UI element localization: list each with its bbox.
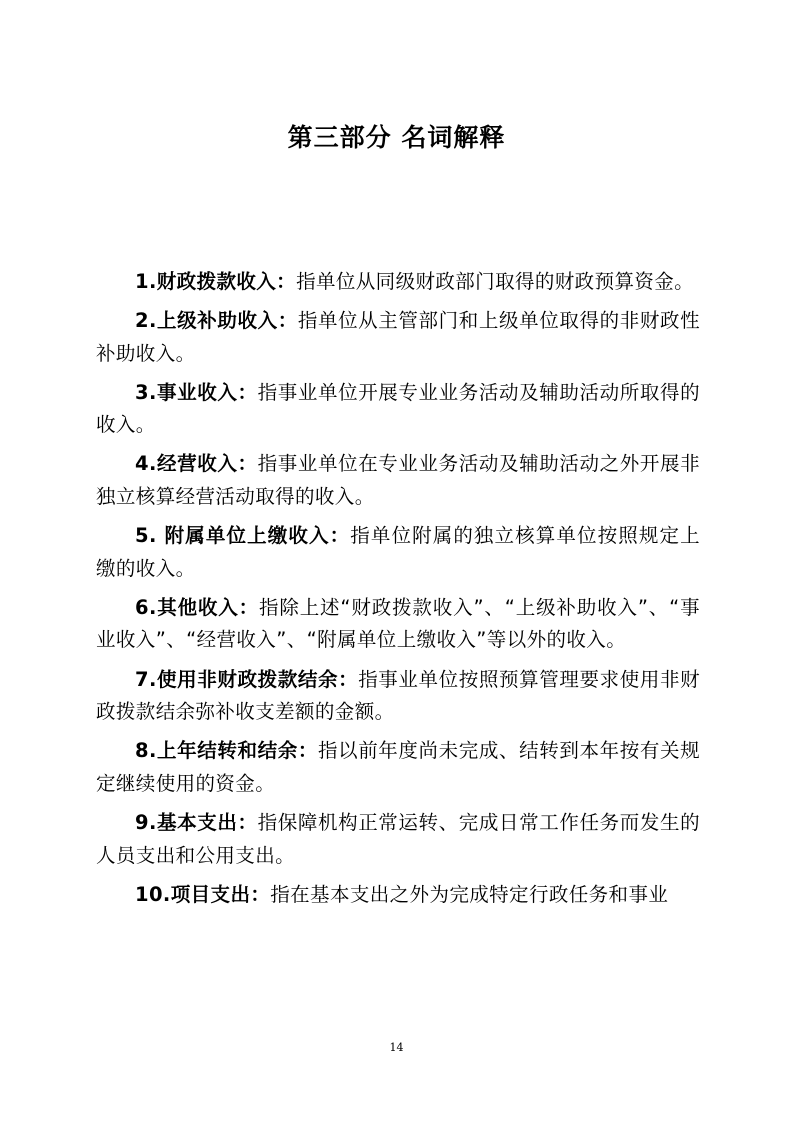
term-label: 10.项目支出： <box>135 882 271 906</box>
term-definition: 指单位附属的独立核算单位按照规定上缴的收入。 <box>96 524 700 580</box>
term-definition: 指保障机构正常运转、完成日常工作任务而发生的人员支出和公用支出。 <box>96 810 700 867</box>
term-item <box>96 879 700 912</box>
term-label: 9.基本支出： <box>135 810 258 834</box>
term-definition: 指单位从主管部门和上级单位取得的非财政性补助收入。 <box>96 309 700 365</box>
term-label: 5. 附属单位上缴收入： <box>135 524 351 548</box>
term-item <box>96 448 700 513</box>
term-label: 1.财政拨款收入： <box>135 270 297 293</box>
term-label: 3.事业收入： <box>135 380 258 404</box>
term-definition: 指在基本支出之外为完成特定行政任务和事业 <box>270 882 669 906</box>
term-label: 2.上级补助收入： <box>135 309 298 333</box>
term-label: 8.上年结转和结余： <box>135 739 318 763</box>
term-definition: 指以前年度尚未完成、结转到本年按有关规定继续使用的资金。 <box>96 739 700 795</box>
term-item <box>96 592 700 657</box>
term-item <box>96 377 700 442</box>
term-label: 7.使用非财政拨款结余： <box>135 667 359 691</box>
term-label: 6.其他收入： <box>135 595 259 619</box>
term-item <box>96 807 700 872</box>
term-definition: 指除上述“财政拨款收入”、“上级补助收入”、“事业收入”、“经营收入”、“附属单位上缴收入”等以外的收入。 <box>96 595 700 652</box>
term-item <box>96 305 700 370</box>
term-definition: 指事业单位按照预算管理要求使用非财政拨款结余弥补收支差额的金额。 <box>96 667 700 724</box>
term-list <box>96 266 700 918</box>
term-label: 4.经营收入： <box>135 452 258 476</box>
term-item <box>96 520 700 585</box>
term-item <box>96 735 700 800</box>
term-item <box>96 266 700 299</box>
term-definition: 指单位从同级财政部门取得的财政预算资金。 <box>296 270 695 293</box>
page-number: 14 <box>389 1041 404 1054</box>
term-definition: 指事业单位开展专业业务活动及辅助活动所取得的收入。 <box>96 380 700 437</box>
term-item <box>96 664 700 729</box>
term-definition: 指事业单位在专业业务活动及辅助活动之外开展非独立核算经营活动取得的收入。 <box>96 452 700 509</box>
section-title: 第三部分 名词解释 <box>287 123 506 152</box>
